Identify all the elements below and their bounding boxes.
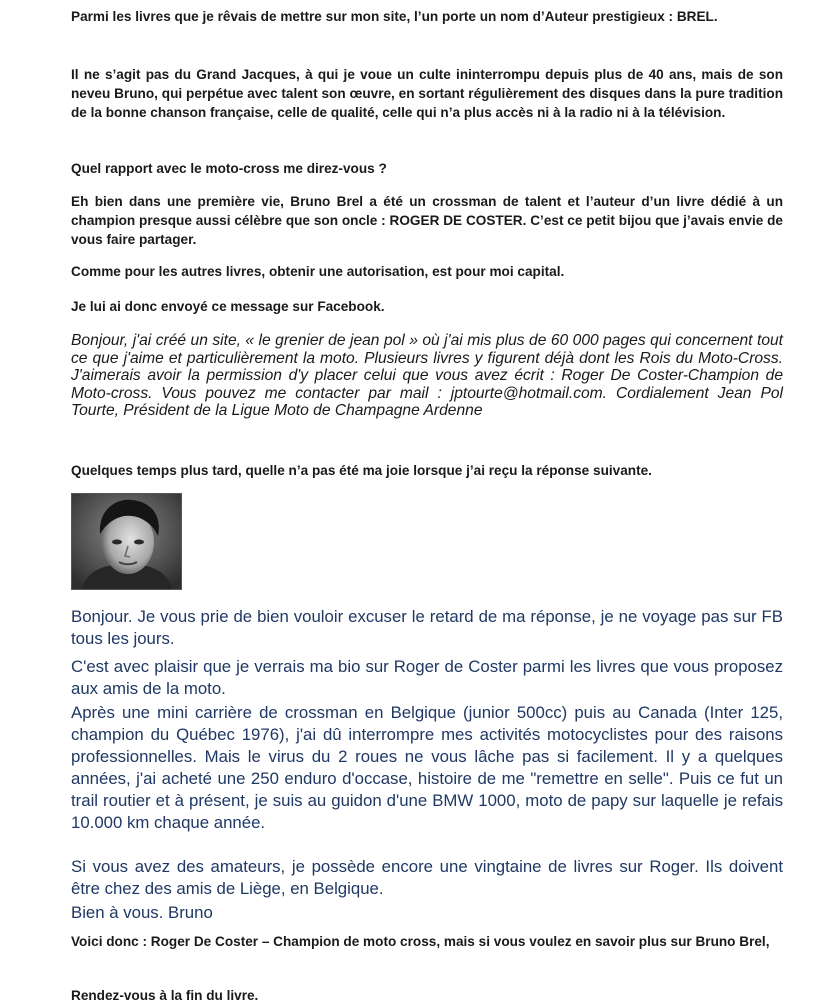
reply-pleasure: C'est avec plaisir que je verrais ma bio sur Roger de Coster parmi les livres que vous proposez aux amis de la moto. <box>71 657 783 698</box>
facebook-paragraph: Je lui ai donc envoyé ce message sur Facebook. <box>71 299 385 314</box>
crossman-paragraph: Eh bien dans une première vie, Bruno Brel a été un crossman de talent et l’auteur d’un livre dédié à un champion presque aussi célèbre que son oncle : ROGER DE COSTER. C’est ce petit bijou que j’avais envie de vous faire partager. <box>71 194 783 247</box>
bruno-brel-photo <box>71 493 182 590</box>
reply-books: Si vous avez des amateurs, je possède encore une vingtaine de livres sur Roger. Ils doivent être chez des amis de Liège, en Belgique. <box>71 857 783 898</box>
reply-signature: Bien à vous. Bruno <box>71 903 213 922</box>
end-paragraph: Rendez-vous à la fin du livre. <box>71 988 259 1003</box>
intro-paragraph: Parmi les livres que je rêvais de mettre sur mon site, l’un porte un nom d’Auteur prestigieux : BREL. <box>71 9 718 24</box>
conclusion-paragraph: Voici donc : Roger De Coster – Champion de moto cross, mais si vous voulez en savoir plus sur Bruno Brel, <box>71 934 770 949</box>
brel-paragraph: Il ne s’agit pas du Grand Jacques, à qui je voue un culte ininterrompu depuis plus de 40 ans, mais de son neveu Bruno, qui perpétue avec talent son œuvre, en sortant régulièrement des disques dans la pure tradition de la bonne chanson française, celle de qualité, celle qui n’a plus accès ni à la radio ni à la télévision. <box>71 67 783 120</box>
facebook-message: Bonjour, j'ai créé un site, « le grenier de jean pol » où j'ai mis plus de 60 000 pages qui concernent tout ce que j'aime et particulièrement la moto. Plusieurs livres y figurent déjà dont les Rois du Moto-Cross. J'aimerais avoir la permission d'y placer celui que vous avez écrit : Roger De Coster-Champion de Moto-cross. Vous pouvez me contacter par mail : jptourte@hotmail.com. Cordialement Jean Pol Tourte, Président de la Ligue Moto de Champagne Ardenne <box>71 332 783 420</box>
question-paragraph: Quel rapport avec le moto-cross me direz-vous ? <box>71 161 387 176</box>
reply-apology: Bonjour. Je vous prie de bien vouloir excuser le retard de ma réponse, je ne voyage pas sur FB tous les jours. <box>71 607 783 648</box>
portrait-image <box>72 494 181 589</box>
authorization-paragraph: Comme pour les autres livres, obtenir une autorisation, est pour moi capital. <box>71 264 565 279</box>
joy-paragraph: Quelques temps plus tard, quelle n’a pas été ma joie lorsque j’ai reçu la réponse suivante. <box>71 463 652 478</box>
reply-career: Après une mini carrière de crossman en Belgique (junior 500cc) puis au Canada (Inter 125, champion du Québec 1976), j'ai dû interrompre mes activités motocyclistes pour des raisons professionnelles. Mais le virus du 2 roues ne vous lâche pas si facilement. Il y a quelques années, j'ai acheté une 250 enduro d'occase, histoire de me "remettre en selle". Puis ce fut un trail routier et à présent, je suis au guidon d'une BMW 1000, moto de papy sur laquelle je refais 10.000 km chaque année. <box>71 703 783 832</box>
